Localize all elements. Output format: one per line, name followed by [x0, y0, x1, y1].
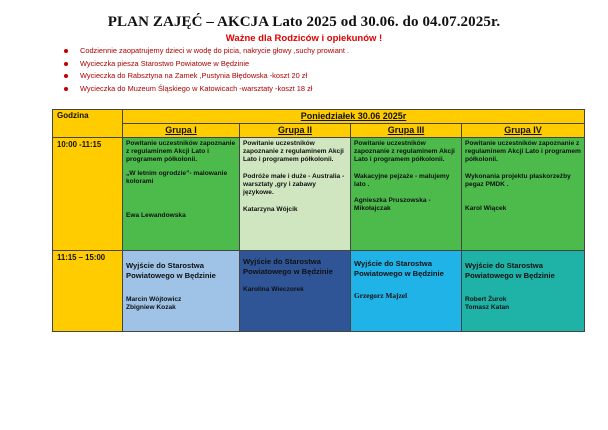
note-text: Wycieczka do Rabsztyna na Zamek ,Pustynia Błędowska -koszt 20 zł: [80, 71, 308, 81]
page-subtitle: Ważne dla Rodziców i opiekunów !: [225, 33, 383, 44]
activity-cell: [351, 251, 462, 332]
note-item: [62, 58, 349, 71]
activity-cell: [462, 251, 585, 332]
activity-cell: [123, 251, 240, 332]
activity-text: Wykonania projektu płaskorzeźby pegaz PMDK .: [465, 172, 571, 188]
time-column-header: Godzina: [53, 110, 123, 138]
activity-cell: [123, 138, 240, 251]
activity-text: Podróże małe i duże - Australia -warsztaty ,gry i zabawy językowe.: [243, 172, 345, 197]
teacher-name: Katarzyna Wójcik: [243, 206, 298, 214]
activity-text: Powitanie uczestników zapoznanie z regulaminem Akcji Lato i programem półkolonii.: [465, 140, 581, 164]
notes-list: [62, 45, 349, 95]
page-title: PLAN ZAJĘĆ – AKCJA Lato 2025 od 30.06. do 04.07.2025r.: [107, 14, 501, 30]
activity-text: Powitanie uczestników zapoznanie z regulaminem Akcji Lato i programem półkolonii.: [243, 140, 344, 164]
teacher-name: Karolina Wieczorek: [243, 286, 304, 294]
note-item: [62, 83, 349, 96]
note-item: [62, 70, 349, 83]
note-text: Wycieczka piesza Starostwo Powiatowe w Będzinie: [80, 58, 250, 68]
activity-cell: [462, 138, 585, 251]
note-item: [62, 45, 349, 58]
bullet-icon: [64, 74, 68, 78]
group-header: Grupa III: [351, 124, 462, 138]
teacher-name: Marcin Wójtowicz: [126, 296, 182, 304]
group-header: Grupa IV: [462, 124, 585, 138]
activity-text: Powitanie uczestników zapoznanie z regulaminem Akcji Lato i programem półkolonii.: [354, 140, 455, 164]
activity-text: Wyjście do Starostwa Powiatowego w Będzinie: [354, 259, 444, 278]
note-text: Wycieczka do Muzeum Śląskiego w Katowicach -warsztaty -koszt 18 zł: [80, 83, 313, 93]
activity-text: Wyjście do Starostwa Powiatowego w Będzinie: [126, 261, 216, 280]
time-slot: 11:15 – 15:00: [53, 251, 123, 332]
teacher-name: Zbigniew Kozak: [126, 304, 176, 312]
activity-cell: [240, 251, 351, 332]
bullet-icon: [64, 87, 68, 91]
activity-text: Wakacyjne pejzaże - malujemy lato .: [354, 172, 450, 188]
day-header: Poniedziałek 30.06 2025r: [123, 110, 585, 124]
bullet-icon: [64, 62, 68, 66]
activity-text: Wyjście do Starostwa Powiatowego w Będzinie: [465, 261, 555, 280]
time-slot: 10:00 -11:15: [53, 138, 123, 251]
teacher-name: Ewa Lewandowska: [126, 212, 186, 220]
bullet-icon: [64, 49, 68, 53]
activity-text: Powitanie uczestników zapoznanie z regulaminem Akcji Lato i programem półkolonii.: [126, 140, 236, 164]
teacher-name: Grzegorz Majzel: [354, 291, 408, 301]
activity-text: „W letnim ogrodzie”- malowanie kolorami: [126, 169, 228, 185]
group-header: Grupa I: [123, 124, 240, 138]
teacher-name: Tomasz Katan: [465, 304, 510, 312]
activity-cell: [240, 138, 351, 251]
activity-cell: [351, 138, 462, 251]
table-row: [53, 251, 585, 332]
schedule-table: [52, 109, 585, 332]
note-text: Codziennie zaopatrujemy dzieci w wodę do picia, nakrycie głowy ,suchy prowiant .: [80, 46, 350, 55]
activity-text: Wyjście do Starostwa Powiatowego w Będzinie: [243, 257, 333, 276]
table-row: [53, 138, 585, 251]
teacher-name: Agnieszka Pruszowska - Mikołajczak: [354, 197, 431, 213]
teacher-name: Karol Wiącek: [465, 205, 507, 213]
group-header: Grupa II: [240, 124, 351, 138]
teacher-name: Robert Żurok: [465, 296, 507, 304]
